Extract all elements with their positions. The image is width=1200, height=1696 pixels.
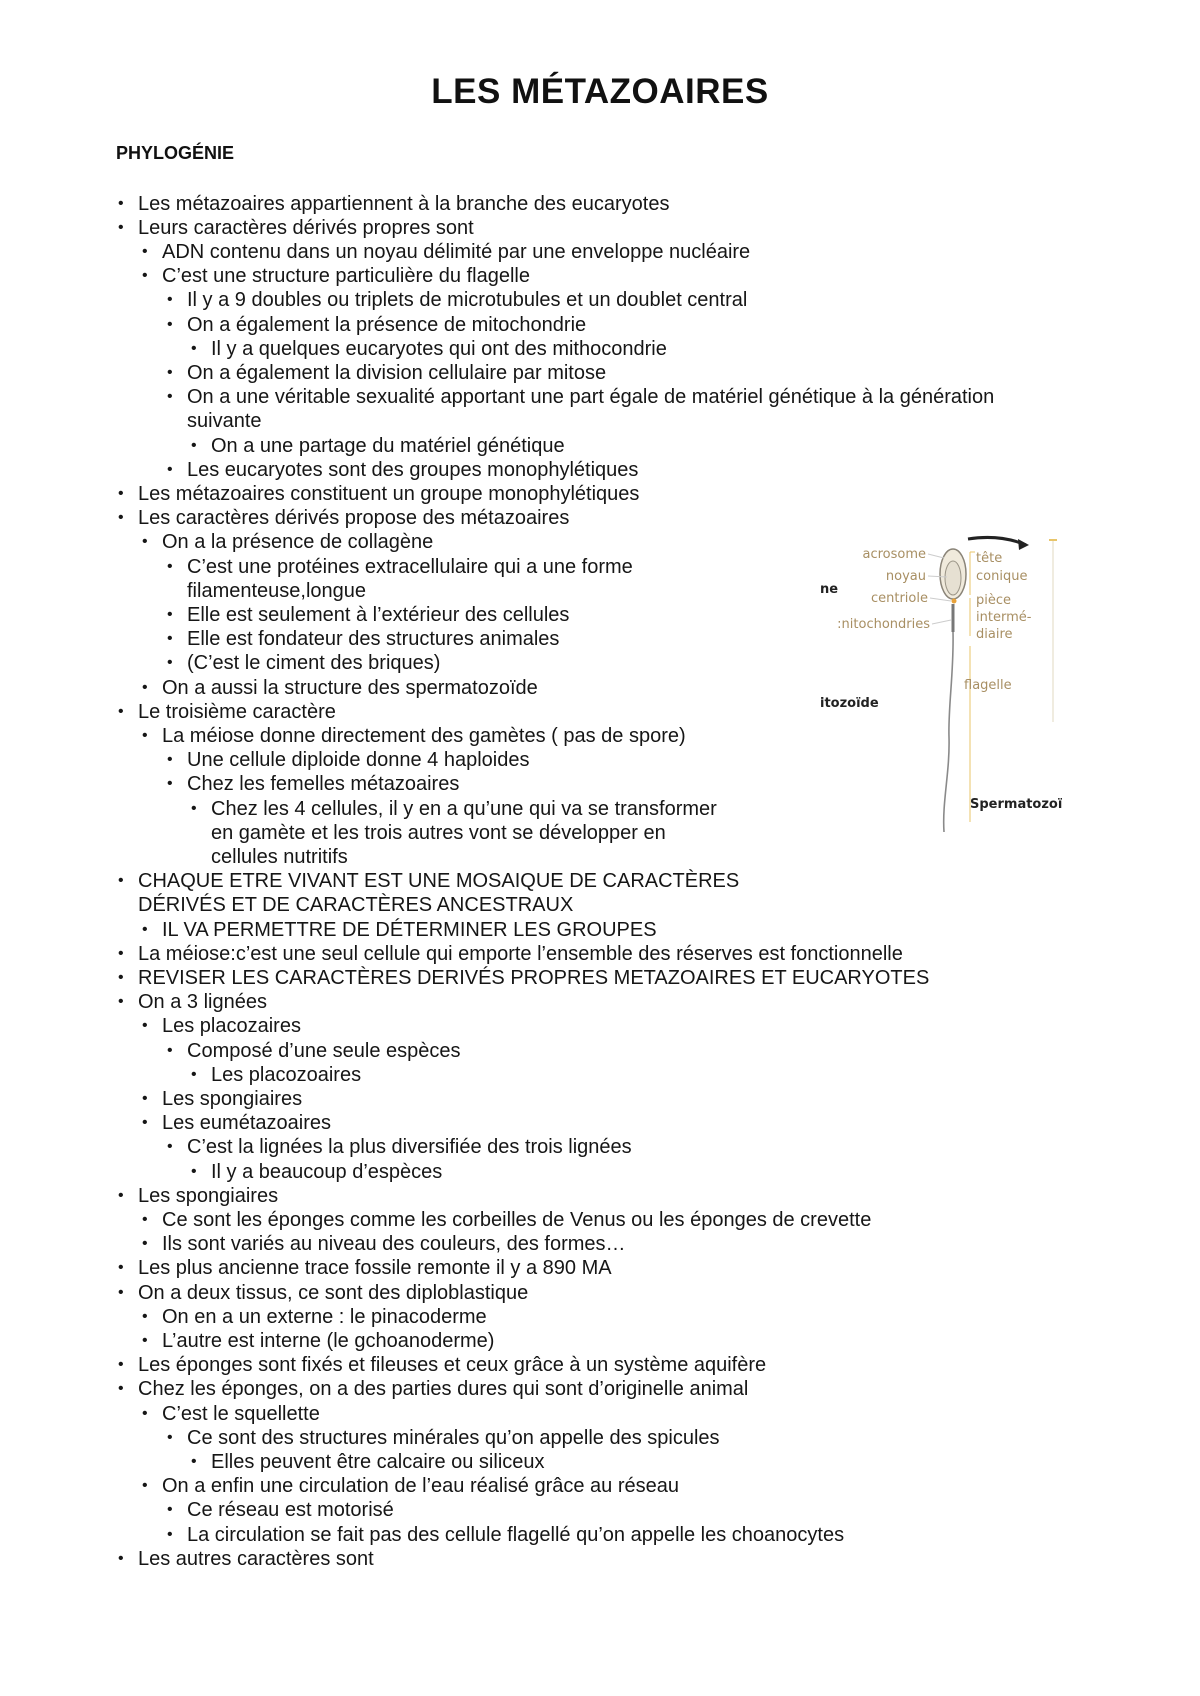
bullet-dot-icon: • [118, 509, 124, 527]
page-title: LES MÉTAZOAIRES [431, 72, 769, 111]
bullet-item [118, 1281, 529, 1305]
bullet-item [211, 845, 348, 869]
bullet-text: La méiose:c’est une seul cellule qui emporte l’ensemble des réserves est fonctionnelle [138, 942, 903, 965]
bullet-item [142, 240, 751, 264]
bullet-item [167, 1498, 394, 1522]
leader-line [932, 620, 951, 624]
bullet-dot-icon: • [142, 1307, 148, 1325]
bullet-item [167, 385, 995, 409]
bullet-item [167, 1039, 461, 1063]
section-heading: PHYLOGÉNIE [116, 143, 235, 163]
bullet-text: filamenteuse,longue [187, 579, 367, 602]
bullet-text: Chez les 4 cellules, il y en a qu’une qui va se transformer [211, 797, 717, 820]
bullet-item [142, 1087, 303, 1111]
bullet-item [138, 893, 573, 917]
bullet-item [142, 1402, 320, 1426]
label-piece: pièce [976, 593, 1012, 608]
bullet-dot-icon: • [167, 654, 173, 672]
bullet-dot-icon: • [142, 678, 148, 696]
bullet-text: Ce sont les éponges comme les corbeilles de Venus ou les éponges de crevette [162, 1208, 872, 1231]
bullet-dot-icon: • [142, 1404, 148, 1422]
bullet-dot-icon: • [167, 751, 173, 769]
bullet-text: Les métazoaires appartiennent à la branche des eucaryotes [138, 192, 670, 215]
bullet-text: Ce sont des structures minérales qu’on appelle des spicules [187, 1426, 720, 1449]
bullet-item [142, 264, 530, 288]
bullet-item [118, 1547, 374, 1571]
bullet-item [142, 1232, 626, 1256]
label-centriole: centriole [870, 591, 928, 606]
bullet-dot-icon: • [142, 1089, 148, 1107]
bullet-dot-icon: • [118, 1283, 124, 1301]
bullet-text: Elles peuvent être calcaire ou siliceux [211, 1450, 545, 1473]
bullet-item [191, 1160, 443, 1184]
bullet-dot-icon: • [167, 630, 173, 648]
bullet-item [167, 1135, 632, 1159]
bullet-text: On a également la division cellulaire par mitose [187, 361, 607, 384]
bullet-text: L’autre est interne (le gchoanoderme) [162, 1329, 495, 1352]
bullet-item [167, 1523, 845, 1547]
bullet-item [187, 409, 262, 433]
bullet-item [191, 337, 667, 361]
bullet-text: Ce réseau est motorisé [187, 1499, 394, 1522]
bullet-dot-icon: • [118, 1259, 124, 1277]
bullet-dot-icon: • [142, 726, 148, 744]
bullet-item [211, 821, 666, 845]
bullet-dot-icon: • [191, 436, 197, 454]
bullet-item [118, 942, 903, 966]
bullet-text: Ils sont variés au niveau des couleurs, des formes… [162, 1233, 626, 1256]
bullet-dot-icon: • [167, 775, 173, 793]
label-acrosome: acrosome [862, 547, 926, 562]
bullet-text: suivante [187, 410, 262, 433]
bullet-item [118, 1377, 749, 1401]
bullet-text: Les éponges sont fixés et fileuses et ceux grâce à un système aquifère [138, 1354, 767, 1377]
bullet-item [191, 434, 565, 458]
leader-line [930, 598, 951, 601]
bullet-text: C’est le squellette [162, 1402, 320, 1425]
bullet-text: On a enfin une circulation de l’eau réalisé grâce au réseau [162, 1475, 679, 1498]
bullet-item [118, 506, 570, 530]
bullet-dot-icon: • [167, 291, 173, 309]
bullet-item [191, 1450, 545, 1474]
bullet-text: Les eucaryotes sont des groupes monophylétiques [187, 458, 639, 481]
bullet-dot-icon: • [167, 1525, 173, 1543]
bullet-text: On a 3 lignées [138, 991, 267, 1014]
bullet-item [142, 724, 686, 748]
label-diaire: diaire [976, 627, 1013, 642]
bullet-item [142, 530, 434, 554]
bullet-text: La méiose donne directement des gamètes ( pas de spore) [162, 724, 686, 747]
bullet-text: Les spongiaires [138, 1184, 279, 1207]
bullet-item [118, 216, 474, 240]
bullet-dot-icon: • [118, 872, 124, 890]
bullet-dot-icon: • [142, 1114, 148, 1132]
bullet-text: IL VA PERMETTRE DE DÉTERMINER LES GROUPES [162, 918, 657, 941]
bullet-item [142, 1208, 872, 1232]
bullet-text: Elle est seulement à l’extérieur des cellules [187, 603, 570, 626]
bullet-text: Les placozoaires [211, 1063, 362, 1086]
bullet-item [167, 603, 570, 627]
bullet-text: en gamète et les trois autres vont se développer en [211, 821, 666, 844]
bullet-text: ADN contenu dans un noyau délimité par une enveloppe nucléaire [162, 240, 751, 263]
bullet-text: La circulation se fait pas des cellule flagellé qu’on appelle les choanocytes [187, 1523, 845, 1546]
bullet-dot-icon: • [191, 1162, 197, 1180]
bullet-dot-icon: • [191, 799, 197, 817]
bullet-dot-icon: • [118, 218, 124, 236]
bullet-dot-icon: • [142, 267, 148, 285]
bullet-text: On a également la présence de mitochondrie [187, 313, 587, 336]
bullet-text: Chez les femelles métazoaires [187, 773, 460, 796]
bullet-text: Une cellule diploide donne 4 haploides [187, 749, 530, 772]
bullet-item [118, 1256, 612, 1280]
bullet-text: Leurs caractères dérivés propres sont [138, 216, 474, 239]
figure-caption: Spermatozoï [970, 797, 1062, 812]
bullet-item [142, 918, 657, 942]
bullet-dot-icon: • [191, 1452, 197, 1470]
bullet-item [167, 651, 441, 675]
label-noyau: noyau [885, 569, 926, 584]
bullet-item [118, 700, 336, 724]
label-mitochondries: :nitochondries [837, 617, 930, 632]
bullet-item [167, 458, 639, 482]
bullet-text: Les caractères dérivés propose des métazoaires [138, 507, 570, 530]
bullet-item [167, 288, 748, 312]
bullet-dot-icon: • [142, 1331, 148, 1349]
bullet-text: Les spongiaires [162, 1087, 303, 1110]
bullet-dot-icon: • [142, 533, 148, 551]
bullet-text: Il y a quelques eucaryotes qui ont des mithocondrie [211, 337, 667, 360]
bullet-text: On a deux tissus, ce sont des diploblastique [138, 1281, 529, 1304]
bullet-item [167, 627, 560, 651]
label-flagelle: flagelle [964, 678, 1012, 693]
bullet-text: C’est une structure particulière du flagelle [162, 265, 530, 288]
bullet-text: cellules nutritifs [211, 845, 348, 868]
bullet-item [142, 1111, 331, 1135]
bullet-text: On a la présence de collagène [162, 531, 434, 554]
bullet-dot-icon: • [118, 993, 124, 1011]
bullet-dot-icon: • [167, 315, 173, 333]
arrow-line [968, 537, 1026, 545]
bullet-text: On a aussi la structure des spermatozoïde [162, 676, 538, 699]
bullet-item [142, 1474, 679, 1498]
bullet-item [167, 1426, 720, 1450]
bullet-dot-icon: • [118, 484, 124, 502]
bullet-text: (C’est le ciment des briques) [187, 652, 441, 675]
bullet-item [191, 1063, 362, 1087]
label-ne: ne [820, 582, 839, 597]
bullet-dot-icon: • [118, 944, 124, 962]
flagellum [944, 632, 953, 832]
bullet-text: Composé d’une seule espèces [187, 1039, 461, 1062]
bullet-dot-icon: • [191, 339, 197, 357]
bullet-dot-icon: • [118, 1549, 124, 1567]
bullet-dot-icon: • [142, 1235, 148, 1253]
bullet-item [167, 748, 530, 772]
bullet-text: REVISER LES CARACTÈRES DERIVÉS PROPRES METAZOAIRES ET EUCARYOTES [138, 966, 930, 989]
bullet-dot-icon: • [167, 1041, 173, 1059]
bullet-dot-icon: • [167, 460, 173, 478]
leader-line [928, 554, 944, 558]
bullet-text: Le troisième caractère [138, 700, 336, 723]
bullet-item [118, 192, 670, 216]
bullet-item [142, 1305, 487, 1329]
bullet-text: DÉRIVÉS ET DE CARACTÈRES ANCESTRAUX [138, 894, 574, 917]
bullet-text: On a une partage du matériel génétique [211, 434, 565, 457]
bullet-text: Les placozaires [162, 1015, 301, 1038]
bullet-dot-icon: • [167, 1428, 173, 1446]
bullet-item [118, 966, 930, 990]
bullet-text: Il y a beaucoup d’espèces [211, 1160, 443, 1183]
bullet-text: Chez les éponges, on a des parties dures qui sont d’originelle animal [138, 1378, 749, 1401]
bullet-text: C’est la lignées la plus diversifiée des trois lignées [187, 1136, 632, 1159]
bullet-item [167, 555, 633, 579]
bullet-text: Les eumétazoaires [162, 1112, 331, 1135]
bullet-item [142, 1329, 495, 1353]
bullet-dot-icon: • [118, 1186, 124, 1204]
bullet-dot-icon: • [167, 363, 173, 381]
bullet-text: Les plus ancienne trace fossile remonte il y a 890 MA [138, 1257, 612, 1280]
bullet-dot-icon: • [142, 920, 148, 938]
bullet-dot-icon: • [167, 557, 173, 575]
bullet-item [142, 1014, 301, 1038]
bullet-text: Les autres caractères sont [138, 1547, 374, 1570]
bullet-dot-icon: • [142, 1210, 148, 1228]
bullet-dot-icon: • [167, 388, 173, 406]
bullet-item [187, 579, 366, 603]
bullet-item [167, 772, 460, 796]
bullet-text: On a une véritable sexualité apportant une part égale de matériel génétique à la génération [187, 386, 995, 409]
label-conique: conique [976, 569, 1028, 584]
bullet-dot-icon: • [191, 1065, 197, 1083]
bullet-text: Les métazoaires constituent un groupe monophylétiques [138, 482, 640, 505]
bullet-dot-icon: • [118, 1380, 124, 1398]
bullet-dot-icon: • [167, 1501, 173, 1519]
bullet-dot-icon: • [142, 1017, 148, 1035]
bullet-item [167, 361, 607, 385]
bullet-dot-icon: • [118, 1356, 124, 1374]
bullet-text: Il y a 9 doubles ou triplets de microtubules et un doublet central [187, 289, 748, 312]
arrow-head-icon [1018, 539, 1029, 550]
bullet-dot-icon: • [118, 968, 124, 986]
bullet-dot-icon: • [118, 702, 124, 720]
spermatozoid-figure [820, 532, 1062, 842]
bullet-item [167, 313, 587, 337]
bullet-dot-icon: • [167, 1138, 173, 1156]
bullet-text: Elle est fondateur des structures animales [187, 628, 560, 651]
sperm-nucleus [945, 561, 961, 595]
bullet-item [118, 1353, 767, 1377]
bullet-item [191, 797, 717, 821]
label-intermediaire: intermé- [976, 610, 1032, 625]
bullet-text: C’est une protéines extracellulaire qui a une forme [187, 555, 633, 578]
label-tozoide: itozoïde [820, 696, 879, 711]
bullet-dot-icon: • [167, 605, 173, 623]
bullet-text: CHAQUE ETRE VIVANT EST UNE MOSAIQUE DE CARACTÈRES [138, 870, 740, 893]
bullet-item [118, 482, 640, 506]
bullet-item [142, 676, 538, 700]
bullet-dot-icon: • [142, 1477, 148, 1495]
label-tete: tête [976, 551, 1003, 566]
bullet-dot-icon: • [118, 194, 124, 212]
bullet-item [118, 990, 267, 1014]
bullet-text: On en a un externe : le pinacoderme [162, 1305, 487, 1328]
bullet-item [118, 1184, 279, 1208]
centriole-dot [952, 599, 957, 604]
bullet-item [118, 869, 740, 893]
bullet-dot-icon: • [142, 242, 148, 260]
